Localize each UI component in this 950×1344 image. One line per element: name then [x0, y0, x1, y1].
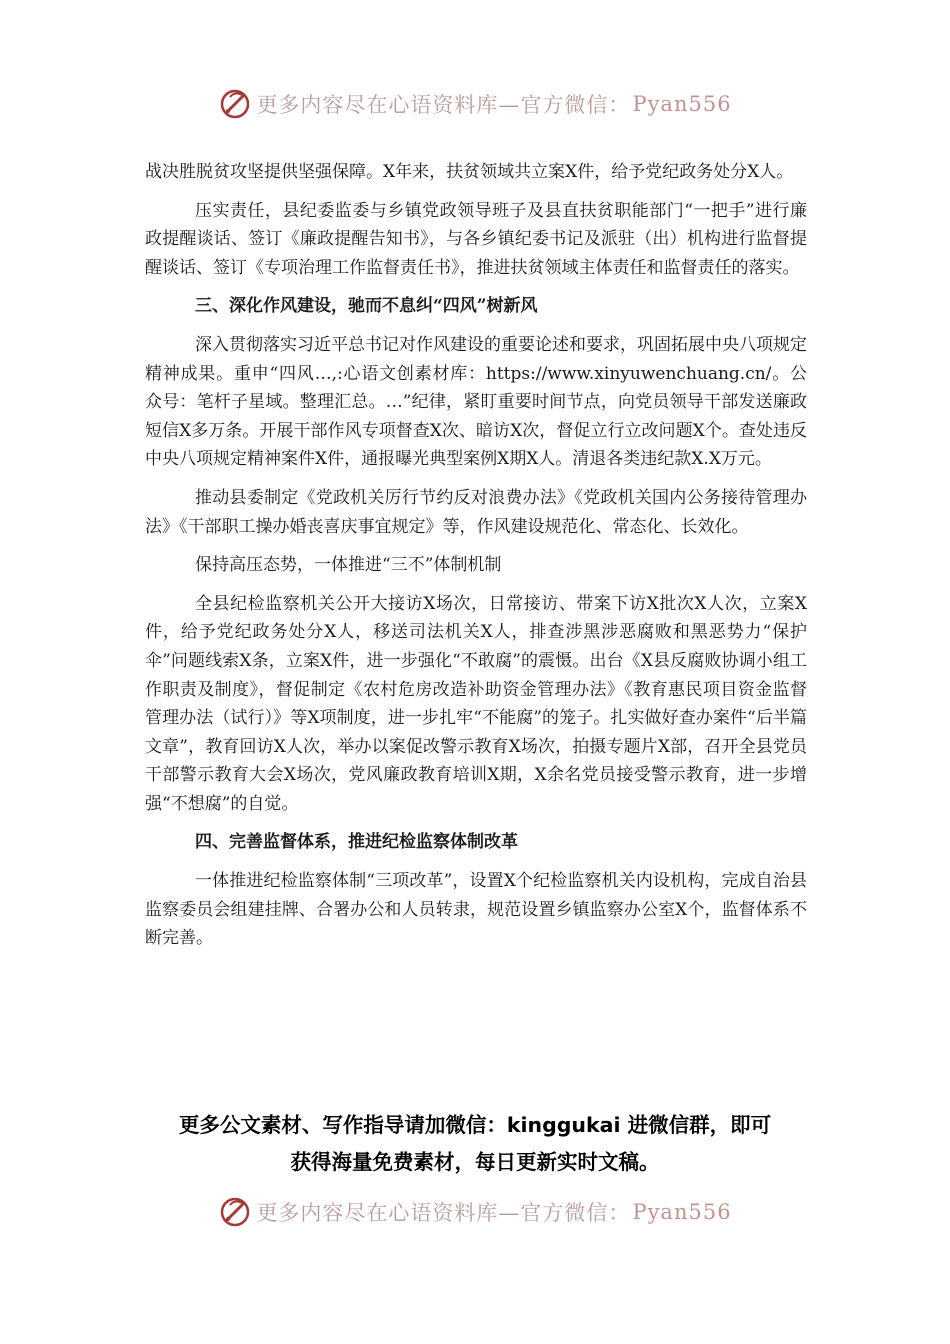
- promo-line-2: 获得海量免费素材，每日更新实时文稿。: [290, 1150, 660, 1174]
- pen-logo-icon: [218, 1195, 252, 1229]
- pen-logo-icon: [218, 87, 252, 121]
- watermark-text: 更多内容尽在心语资料库—官方微信：: [256, 1201, 631, 1225]
- paragraph-2: 压实责任，县纪委监委与乡镇党政领导班子及县直扶贫职能部门“一把手”进行廉政提醒谈话、签订《廉政提醒告知书》，与各乡镇纪委书记及派驻（出）机构进行监督提醒谈话、签订《专项治理工作监督责任书》，推进扶贫领域主体责任和监督责任的落实。: [145, 200, 807, 278]
- footer-watermark: [0, 1192, 950, 1232]
- watermark-text: 更多内容尽在心语资料库—官方微信：: [256, 93, 631, 117]
- document-body: [145, 158, 807, 953]
- header-watermark: [0, 84, 950, 124]
- paragraph-1: 战决胜脱贫攻坚提供坚强保障。X年来，扶贫领域共立案X件，给予党纪政务处分X人。: [145, 162, 794, 182]
- paragraph-7: 一体推进纪检监察体制“三项改革”，设置X个纪检监察机关内设机构，完成自治县监察委员会组建挂牌、合署办公和人员转隶，规范设置乡镇监察办公室X个，监督体系不断完善。: [145, 871, 807, 949]
- section-heading-4: 四、完善监督体系，推进纪检监察体制改革: [195, 832, 518, 853]
- watermark-handle: Pyan556: [632, 92, 732, 116]
- watermark-handle: Pyan556: [632, 1200, 732, 1224]
- paragraph-5: 保持高压态势，一体推进“三不”体制机制: [195, 555, 502, 576]
- paragraph-4: 推动县委制定《党政机关厉行节约反对浪费办法》《党政机关国内公务接待管理办法》《干部职工操办婚丧喜庆事宜规定》等，作风建设规范化、常态化、长效化。: [145, 487, 807, 537]
- promo-notice: [0, 1107, 950, 1181]
- promo-line-1: 更多公文素材、写作指导请加微信：kinggukai 进微信群，即可: [178, 1113, 772, 1137]
- section-heading-3: 三、深化作风建设，驰而不息纠“四风”树新风: [195, 296, 538, 317]
- paragraph-3: 深入贯彻落实习近平总书记对作风建设的重要论述和要求，巩固拓展中央八项规定精神成果。重申“四风…,:心语文创素材库：https://www.xinyuwenchuang.cn/。公众号：笔杆子星域。整理汇总。…”纪律，紧盯重要时间节点，向党员领导干部发送廉政短信X多万条。开展干部作风专项督查X次、暗访X次，督促立行立改问题X个。查处违反中央八项规定精神案件X件，通报曝光典型案例X期X人。清退各类违纪款X.X万元。: [145, 334, 807, 470]
- paragraph-6: 全县纪检监察机关公开大接访X场次，日常接访、带案下访X批次X人次，立案X件，给予党纪政务处分X人，移送司法机关X人，排查涉黑涉恶腐败和黑恶势力“保护伞”问题线索X条，立案X件，进一步强化“不敢腐”的震慑。出台《X县反腐败协调小组工作职责及制度》，督促制定《农村危房改造补助资金管理办法》《教育惠民项目资金监督管理办法（试行）》等X项制度，进一步扎牢“不能腐”的笼子。扎实做好查办案件“后半篇文章”，教育回访X人次，举办以案促改警示教育X场次，拍摄专题片X部，召开全县党员干部警示教育大会X场次，党风廉政教育培训X期，X余名党员接受警示教育，进一步增强“不想腐”的自觉。: [145, 593, 807, 814]
